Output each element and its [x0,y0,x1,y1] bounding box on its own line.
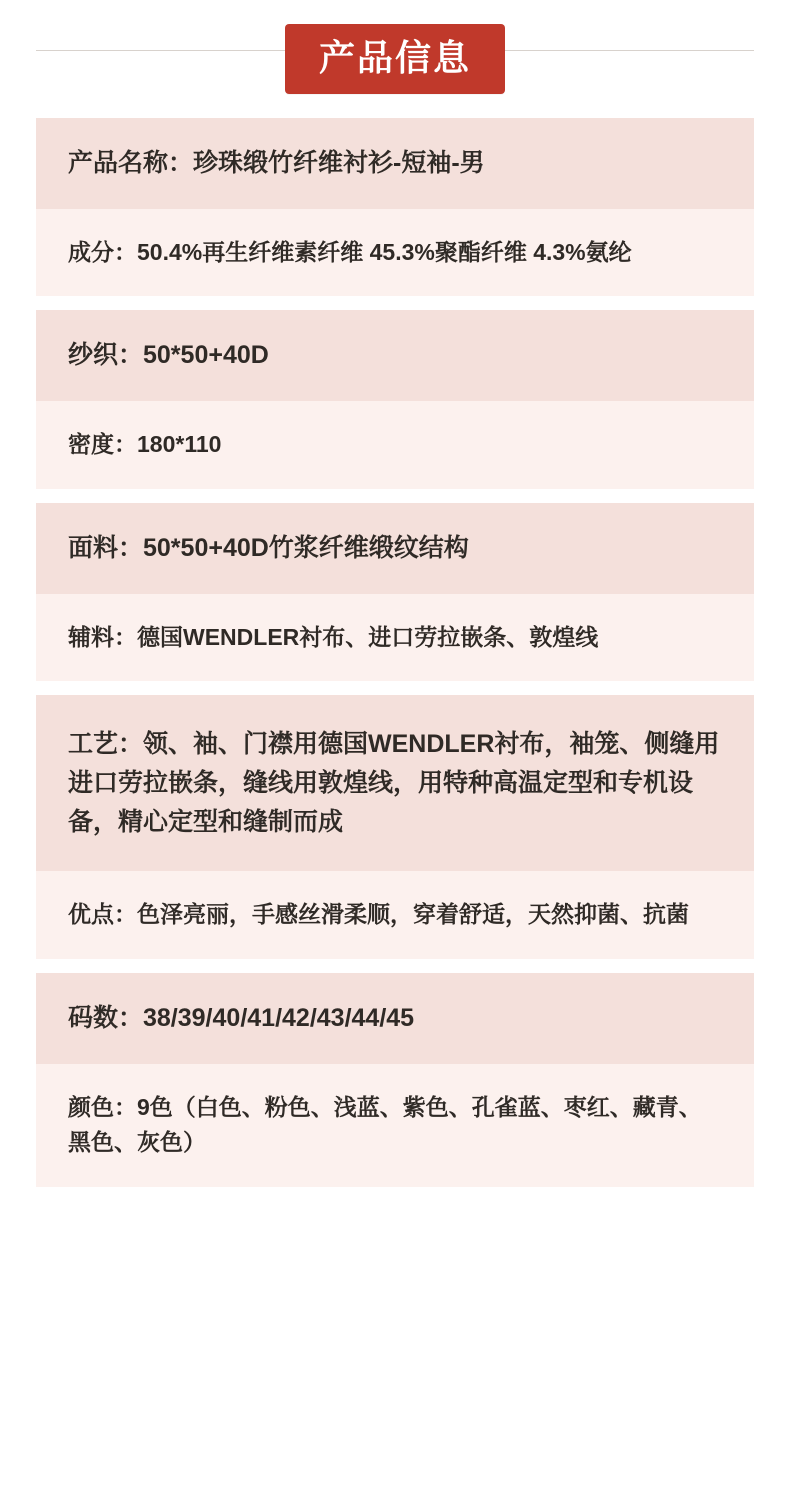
info-row-text: 工艺：领、袖、门襟用德国WENDLER衬布，袖笼、侧缝用进口劳拉嵌条，缝线用敦煌线，用特种高温定型和专机设备，精心定型和缝制而成 [68,730,720,836]
info-row-text: 码数：38/39/40/41/42/43/44/45 [68,1004,415,1033]
info-group [36,310,754,488]
product-info-list [0,118,790,1187]
info-row [36,118,754,209]
info-row-text: 密度：180*110 [68,431,222,458]
info-row [36,401,754,489]
info-row-text: 面料：50*50+40D竹浆纤维缎纹结构 [68,533,469,562]
info-row-text: 优点：色泽亮丽，手感丝滑柔顺，穿着舒适，天然抑菌、抗菌 [68,901,689,928]
info-row [36,973,754,1064]
info-row [36,871,754,959]
info-row-text: 纱织：50*50+40D [68,341,269,370]
info-row [36,310,754,401]
info-row-text: 辅料：德国WENDLER衬布、进口劳拉嵌条、敦煌线 [68,623,599,650]
page-header [0,0,790,118]
info-group [36,973,754,1187]
info-group [36,695,754,959]
info-group [36,503,754,681]
info-row [36,209,754,297]
page-title: 产品信息 [285,24,505,94]
info-row-text: 成分：50.4%再生纤维素纤维 45.3%聚酯纤维 4.3%氨纶 [68,238,632,265]
info-row [36,695,754,871]
info-row [36,594,754,682]
info-row-text: 产品名称：珍珠缎竹纤维衬衫-短袖-男 [68,149,485,177]
info-row [36,1064,754,1187]
info-row [36,503,754,594]
info-row-text: 颜色：9色（白色、粉色、浅蓝、紫色、孔雀蓝、枣红、藏青、黑色、灰色） [68,1093,702,1156]
info-group [36,118,754,296]
